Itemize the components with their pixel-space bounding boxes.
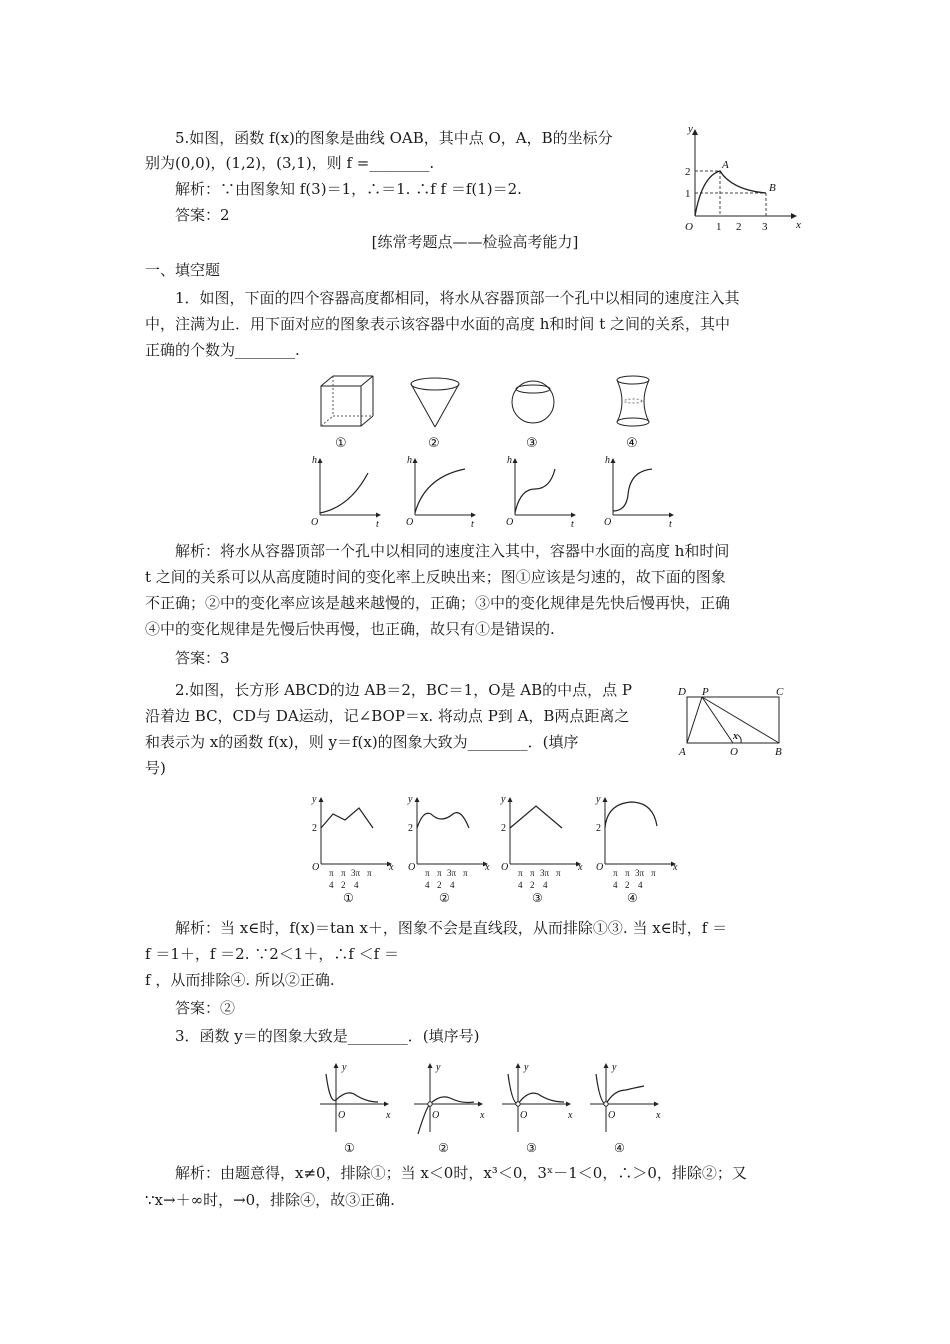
svg-text:2: 2 bbox=[408, 823, 413, 834]
q5-x-label: x bbox=[796, 219, 801, 231]
q5-x-tick-3: 3 bbox=[762, 221, 768, 233]
svg-text:A: A bbox=[679, 746, 686, 758]
svg-text:O: O bbox=[408, 862, 416, 873]
q1-solution-3: 不正确；②中的变化率应该是越来越慢的，正确；③中的变化规律是先快后慢再快，正确 bbox=[145, 594, 731, 612]
q3-graph-3 bbox=[502, 1062, 573, 1155]
q2-solution-3: f ，从而排除④. 所以②正确. bbox=[145, 971, 335, 989]
svg-text:B: B bbox=[775, 746, 782, 758]
svg-text:4: 4 bbox=[329, 880, 334, 890]
q3-solution-1: 解析：由题意得，x≠0，排除①；当 x＜0时，x³＜0，3ˣ－1＜0，∴＞0，排除②；又 bbox=[175, 1164, 747, 1182]
svg-text:O: O bbox=[432, 1110, 440, 1121]
svg-text:②: ② bbox=[438, 1141, 449, 1155]
svg-text:O: O bbox=[596, 862, 604, 873]
svg-text:π: π bbox=[367, 868, 372, 878]
svg-text:2: 2 bbox=[312, 823, 317, 834]
svg-text:π: π bbox=[613, 868, 618, 878]
q2-solution-2: f ＝1＋，f ＝2. ∵2＜1＋，∴f ＜f ＝ bbox=[145, 945, 399, 963]
svg-text:O: O bbox=[608, 1110, 616, 1121]
svg-text:③: ③ bbox=[532, 891, 543, 905]
svg-text:π: π bbox=[329, 868, 334, 878]
svg-text:x: x bbox=[733, 731, 738, 742]
q1-solution-4: ④中的变化规律是先慢后快再慢，也正确，故只有①是错误的. bbox=[145, 620, 555, 638]
q2-line-4: 号) bbox=[145, 759, 166, 777]
svg-text:①: ① bbox=[343, 891, 354, 905]
svg-text:③: ③ bbox=[526, 1141, 537, 1155]
svg-text:4: 4 bbox=[613, 880, 618, 890]
q3-graph-2 bbox=[414, 1062, 485, 1155]
svg-text:4: 4 bbox=[543, 880, 548, 890]
svg-text:O: O bbox=[312, 862, 320, 873]
q5-x-tick-1: 1 bbox=[716, 221, 722, 233]
q2-line-3: 和表示为 x的函数 f(x)，则 y＝f(x)的图象大致为________．(填序 bbox=[145, 733, 579, 751]
svg-text:π: π bbox=[463, 868, 468, 878]
container-cube bbox=[321, 376, 373, 426]
ht-graph-3 bbox=[506, 455, 575, 530]
svg-text:4: 4 bbox=[425, 880, 430, 890]
svg-text:P: P bbox=[702, 686, 709, 698]
svg-text:2: 2 bbox=[437, 880, 442, 890]
svg-text:x: x bbox=[656, 1110, 661, 1121]
svg-text:π: π bbox=[425, 868, 430, 878]
q2-graph-2 bbox=[407, 794, 490, 905]
svg-text:3π: 3π bbox=[351, 868, 361, 878]
svg-text:y: y bbox=[342, 1062, 347, 1073]
q3-solution-2: ∵x→＋∞时，→0，排除④，故③正确. bbox=[145, 1191, 395, 1209]
q2-solution-1: 解析：当 x∈时，f(x)＝tan x＋，图象不会是直线段，从而排除①③. 当 x∈时，f ＝ bbox=[175, 919, 728, 937]
container-label-4: ④ bbox=[626, 436, 638, 451]
svg-text:O: O bbox=[338, 1110, 346, 1121]
svg-text:x: x bbox=[578, 862, 583, 873]
svg-text:h: h bbox=[407, 455, 412, 466]
q2-option-graphs bbox=[307, 792, 707, 905]
svg-text:4: 4 bbox=[354, 880, 359, 890]
q5-y-tick-1: 1 bbox=[685, 188, 691, 200]
q2-line-2: 沿着边 BC，CD与 DA运动，记∠BOP＝x. 将动点 P到 A，B两点距离之 bbox=[145, 707, 630, 725]
svg-text:x: x bbox=[480, 1110, 485, 1121]
q1-graphs bbox=[310, 455, 690, 535]
container-label-1: ① bbox=[335, 436, 347, 451]
q2-answer: 答案：② bbox=[175, 999, 236, 1017]
svg-text:3π: 3π bbox=[447, 868, 457, 878]
svg-text:x: x bbox=[386, 1110, 391, 1121]
svg-text:2: 2 bbox=[501, 823, 506, 834]
svg-text:①: ① bbox=[344, 1141, 355, 1155]
svg-text:y: y bbox=[408, 794, 413, 805]
ht-graph-4 bbox=[604, 455, 673, 530]
svg-text:y: y bbox=[312, 794, 317, 805]
svg-text:π: π bbox=[530, 868, 535, 878]
q5-point-b: B bbox=[769, 182, 776, 194]
svg-text:D: D bbox=[678, 686, 686, 698]
svg-text:t: t bbox=[376, 519, 379, 530]
svg-text:π: π bbox=[556, 868, 561, 878]
svg-text:O: O bbox=[311, 517, 319, 528]
q2-rectangle-figure bbox=[675, 683, 790, 758]
svg-text:4: 4 bbox=[638, 880, 643, 890]
section-title: [练常考题点——检验高考能力] bbox=[371, 233, 579, 251]
q1-line-1: 1．如图，下面的四个容器高度都相同，将水从容器顶部一个孔中以相同的速度注入其 bbox=[175, 289, 740, 307]
q3-line: 3．函数 y＝的图象大致是________．(填序号) bbox=[175, 1027, 480, 1045]
q2-graph-4 bbox=[595, 794, 678, 905]
q2-graph-3 bbox=[500, 794, 583, 905]
container-hourglass bbox=[617, 376, 649, 426]
svg-text:②: ② bbox=[439, 891, 450, 905]
fill-title: 一、填空题 bbox=[145, 261, 221, 279]
svg-text:t: t bbox=[571, 519, 574, 530]
svg-text:2: 2 bbox=[625, 880, 630, 890]
svg-text:y: y bbox=[612, 1062, 617, 1073]
svg-text:π: π bbox=[625, 868, 630, 878]
container-sphere bbox=[512, 381, 554, 423]
svg-text:y: y bbox=[596, 794, 601, 805]
svg-text:y: y bbox=[501, 794, 506, 805]
q5-figure bbox=[670, 118, 810, 238]
svg-text:x: x bbox=[485, 862, 490, 873]
svg-text:h: h bbox=[507, 455, 512, 466]
q1-solution-2: t 之间的关系可以从高度随时间的变化率上反映出来；图①应该是匀速的，故下面的图象 bbox=[145, 568, 726, 586]
svg-text:4: 4 bbox=[518, 880, 523, 890]
q2-line-1: 2.如图，长方形 ABCD的边 AB＝2，BC＝1，O是 AB的中点，点 P bbox=[175, 681, 632, 699]
q2-graph-1 bbox=[311, 794, 394, 905]
svg-text:O: O bbox=[506, 517, 514, 528]
q5-line-1: 5.如图，函数 f(x)的图象是曲线 OAB，其中点 O，A，B的坐标分 bbox=[175, 129, 613, 147]
container-label-2: ② bbox=[428, 436, 440, 451]
svg-text:O: O bbox=[604, 517, 612, 528]
container-cone bbox=[411, 378, 459, 427]
svg-text:④: ④ bbox=[627, 891, 638, 905]
svg-text:2: 2 bbox=[530, 880, 535, 890]
svg-text:C: C bbox=[776, 686, 784, 698]
svg-text:3π: 3π bbox=[635, 868, 645, 878]
svg-text:O: O bbox=[520, 1110, 528, 1121]
svg-text:O: O bbox=[406, 517, 414, 528]
svg-text:O: O bbox=[501, 862, 509, 873]
svg-text:3π: 3π bbox=[540, 868, 550, 878]
svg-text:π: π bbox=[341, 868, 346, 878]
q3-option-graphs bbox=[318, 1060, 698, 1155]
ht-graph-2 bbox=[406, 455, 475, 530]
svg-text:h: h bbox=[605, 455, 610, 466]
svg-text:y: y bbox=[524, 1062, 529, 1073]
q1-line-2: 中，注满为止．用下面对应的图象表示该容器中水面的高度 h和时间 t 之间的关系，其中 bbox=[145, 315, 730, 333]
q5-line-2: 别为(0,0)，(1,2)，(3,1)，则 f =________. bbox=[145, 154, 435, 172]
q5-solution: 解析：∵由图象知 f(3)＝1，∴＝1. ∴f f ＝f(1)＝2. bbox=[175, 180, 522, 198]
svg-text:4: 4 bbox=[450, 880, 455, 890]
q5-origin: O bbox=[685, 221, 693, 233]
q1-containers bbox=[315, 372, 695, 452]
q5-x-tick-2: 2 bbox=[736, 221, 742, 233]
svg-text:④: ④ bbox=[614, 1141, 625, 1155]
svg-text:t: t bbox=[669, 519, 672, 530]
q5-y-tick-2: 2 bbox=[685, 166, 691, 178]
svg-text:π: π bbox=[651, 868, 656, 878]
svg-text:x: x bbox=[568, 1110, 573, 1121]
svg-text:π: π bbox=[437, 868, 442, 878]
q5-y-label: y bbox=[688, 123, 693, 135]
svg-text:O: O bbox=[730, 746, 738, 758]
q1-answer: 答案：3 bbox=[175, 649, 230, 667]
q3-graph-4 bbox=[590, 1062, 661, 1155]
q1-solution-1: 解析：将水从容器顶部一个孔中以相同的速度注入其中，容器中水面的高度 h和时间 bbox=[175, 542, 730, 560]
ht-graph-1 bbox=[311, 455, 380, 530]
q3-graph-1 bbox=[320, 1062, 391, 1155]
svg-text:h: h bbox=[312, 455, 317, 466]
svg-text:x: x bbox=[389, 862, 394, 873]
svg-text:2: 2 bbox=[341, 880, 346, 890]
svg-text:t: t bbox=[471, 519, 474, 530]
svg-text:x: x bbox=[673, 862, 678, 873]
q5-point-a: A bbox=[722, 159, 729, 171]
svg-text:2: 2 bbox=[596, 823, 601, 834]
container-label-3: ③ bbox=[526, 436, 538, 451]
q1-line-3: 正确的个数为________. bbox=[145, 341, 300, 359]
q5-answer: 答案：2 bbox=[175, 206, 230, 224]
svg-text:π: π bbox=[518, 868, 523, 878]
svg-text:y: y bbox=[436, 1062, 441, 1073]
